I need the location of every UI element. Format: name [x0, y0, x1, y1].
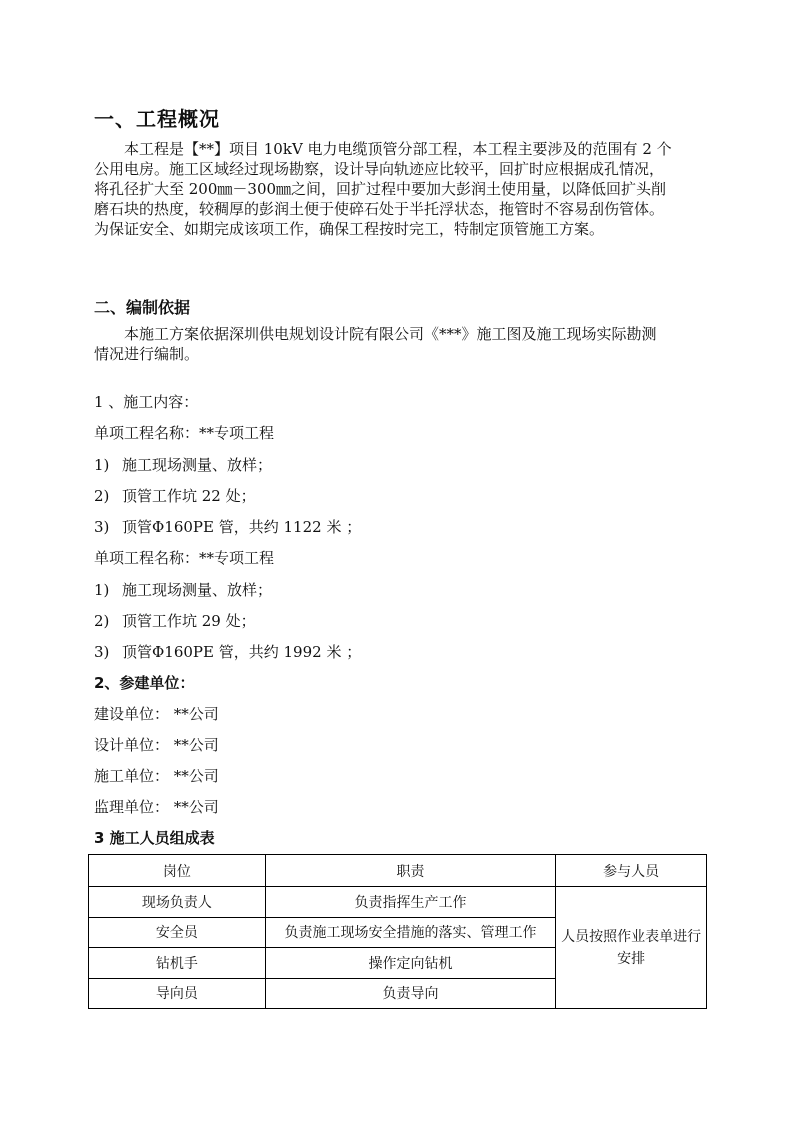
table-row: [89, 887, 707, 918]
unit-line: 设计单位： **公司: [94, 736, 219, 754]
project1-item: 2) 顶管工作坑 22 处；: [94, 487, 256, 505]
table-cell-post: 导向员: [89, 978, 266, 1009]
project1-item: 3) 顶管Φ160PE 管，共约 1122 米 ；: [94, 518, 362, 536]
basis-line: 情况进行编制。: [94, 345, 200, 363]
section-heading-basis: 二、编制依据: [94, 298, 191, 317]
table-header: 职责: [265, 855, 556, 887]
table-cell-duty: 负责施工现场安全措施的落实、管理工作: [265, 917, 556, 948]
overview-paragraph: [94, 139, 706, 239]
basis-line: 本施工方案依据深圳供电规划设计院有限公司《***》施工图及施工现场实际勘测: [124, 325, 657, 343]
unit-line: 监理单位： **公司: [94, 798, 219, 816]
table-cell-post: 钻机手: [89, 948, 266, 979]
construction-content-title: 1 、施工内容：: [94, 393, 199, 411]
project2-item: 1) 施工现场测量、放样；: [94, 581, 273, 599]
overview-line: 本工程是【**】项目 10kV 电力电缆顶管分部工程，本工程主要涉及的范围有 2 个: [124, 140, 672, 158]
project2-item: 3) 顶管Φ160PE 管，共约 1992 米 ；: [94, 643, 362, 661]
overview-line: 将孔径扩大至 200㎜－300㎜之间，回扩过程中要加大彭润土使用量，以降低回扩头削: [94, 180, 667, 198]
overview-line: 为保证安全、如期完成该项工作，确保工程按时完工，特制定顶管施工方案。: [94, 220, 605, 238]
table-cell-duty: 负责导向: [265, 978, 556, 1009]
project1-name: 单项工程名称：**专项工程: [94, 424, 275, 442]
participating-units-title: 2、参建单位：: [94, 674, 195, 692]
project1-item: 1) 施工现场测量、放样；: [94, 456, 273, 474]
table-cell-participants: 人员按照作业表单进行安排: [556, 887, 707, 1009]
table-cell-post: 现场负责人: [89, 887, 266, 918]
unit-line: 施工单位： **公司: [94, 767, 219, 785]
table-header: 岗位: [89, 855, 266, 887]
staff-table-title: 3 施工人员组成表: [94, 829, 215, 847]
table-header-row: [89, 855, 707, 887]
section-heading-overview: 一、工程概况: [94, 107, 220, 131]
table-header: 参与人员: [556, 855, 707, 887]
staff-table: [88, 854, 707, 1009]
table-cell-duty: 操作定向钻机: [265, 948, 556, 979]
basis-paragraph: [94, 324, 706, 364]
unit-line: 建设单位： **公司: [94, 705, 219, 723]
project2-name: 单项工程名称：**专项工程: [94, 549, 275, 567]
overview-line: 公用电房。施工区域经过现场勘察，设计导向轨迹应比较平，回扩时应根据成孔情况，: [94, 160, 665, 178]
table-cell-post: 安全员: [89, 917, 266, 948]
project2-item: 2) 顶管工作坑 29 处；: [94, 612, 256, 630]
table-cell-duty: 负责指挥生产工作: [265, 887, 556, 918]
overview-line: 磨石块的热度，较稠厚的彭润土便于使碎石处于半托浮状态，拖管时不容易刮伤管体。: [94, 200, 665, 218]
